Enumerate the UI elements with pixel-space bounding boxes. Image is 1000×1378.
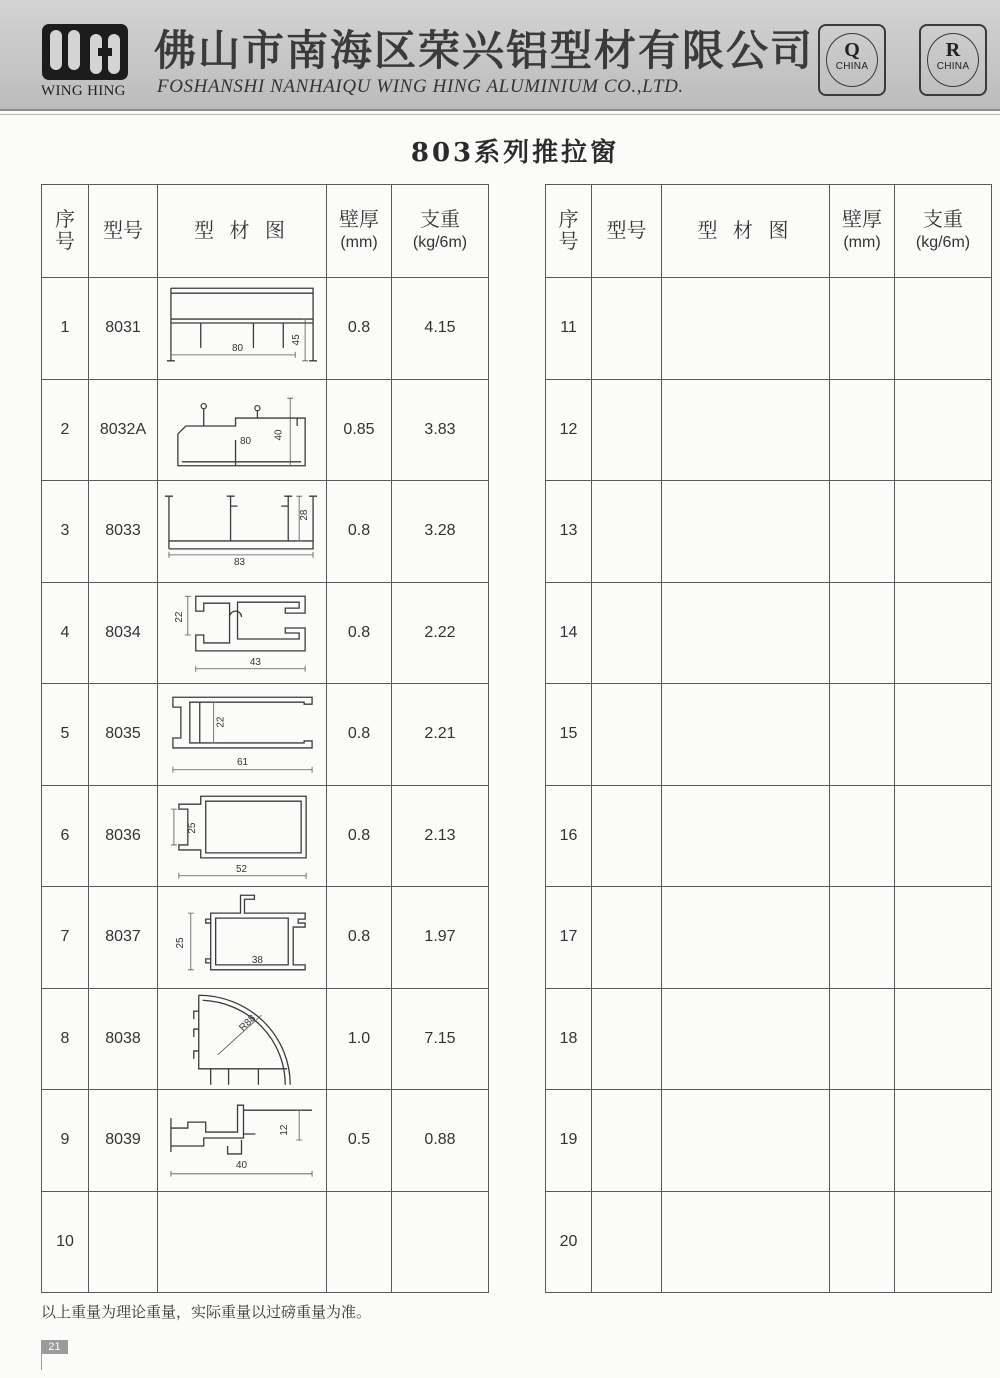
header-model [89, 185, 158, 278]
header-model [592, 185, 662, 278]
profile-table-left [41, 184, 489, 1293]
profile-knob [255, 405, 260, 410]
row-number: 1 [42, 278, 89, 380]
row-number: 7 [42, 887, 89, 989]
profile-drawing [662, 379, 830, 481]
profile-drawing-svg [158, 380, 326, 480]
profile-table-right [545, 184, 992, 1293]
model-number: 8038 [89, 988, 158, 1090]
header-no [42, 185, 89, 278]
header-divider [0, 114, 1000, 115]
unit-weight [895, 887, 992, 989]
header-no-label: 序号 [55, 208, 75, 253]
profile-drawing-svg [158, 583, 326, 683]
header-weight-unit: (kg/6m) [915, 233, 971, 251]
dimension-label: 80 [239, 435, 252, 447]
table-row [546, 379, 992, 481]
unit-weight: 2.13 [392, 785, 489, 887]
profile-outline [194, 995, 290, 1084]
row-number: 14 [546, 582, 592, 684]
unit-weight [392, 1191, 489, 1293]
dimension-label: 28 [299, 509, 311, 521]
header-weight-label: 支重 [923, 208, 963, 231]
dimension-label: 83 [233, 557, 246, 569]
dimension-label: 43 [249, 656, 261, 668]
table-row [42, 684, 489, 786]
model-number [592, 582, 662, 684]
row-number: 12 [546, 379, 592, 481]
model-number: 8034 [89, 582, 158, 684]
dimension-line [171, 319, 308, 361]
profile-drawing [158, 278, 327, 380]
profile-drawing [158, 1090, 327, 1192]
profile-drawing [158, 785, 327, 887]
header-thickness-unit: (mm) [843, 233, 881, 251]
wall-thickness: 0.5 [327, 1090, 392, 1192]
unit-weight: 4.15 [392, 278, 489, 380]
row-number: 16 [546, 785, 592, 887]
wall-thickness: 0.8 [327, 481, 392, 583]
unit-weight: 3.83 [392, 379, 489, 481]
dimension-label: 25 [186, 822, 198, 834]
table-row [546, 887, 992, 989]
dimension-label: 25 [174, 937, 186, 949]
profile-drawing [662, 785, 830, 887]
wall-thickness [830, 1191, 895, 1293]
dimension-label: 22 [215, 716, 227, 728]
table-row [546, 1090, 992, 1192]
company-name-english: FOSHANSHI NANHAIQU WING HING ALUMINIUM CO.,LTD. [157, 76, 684, 97]
profile-drawing-svg [158, 278, 326, 378]
profile-drawing-svg [158, 786, 326, 886]
profile-drawing [662, 887, 830, 989]
wall-thickness [830, 785, 895, 887]
row-number: 8 [42, 988, 89, 1090]
table-row [546, 684, 992, 786]
wall-thickness [830, 481, 895, 583]
table-row [42, 379, 489, 481]
dimension-label: 38 [251, 955, 263, 967]
header-no-label: 序号 [558, 208, 579, 253]
dimension-label: 52 [235, 863, 248, 875]
profile-outline [173, 697, 312, 748]
table-header-row [546, 185, 992, 278]
model-number: 8035 [89, 684, 158, 786]
table-row [546, 278, 992, 380]
company-name-chinese: 佛山市南海区荣兴铝型材有限公司 [154, 26, 815, 75]
header-thickness-unit: (mm) [340, 233, 378, 251]
profile-drawing [158, 988, 327, 1090]
profile-drawing-svg [158, 989, 326, 1089]
unit-weight [895, 379, 992, 481]
header-model-label: 型号 [103, 219, 143, 242]
unit-weight: 3.28 [392, 481, 489, 583]
wall-thickness: 0.8 [327, 278, 392, 380]
header-weight-unit: (kg/6m) [412, 233, 468, 251]
dimension-label: 80 [231, 343, 244, 355]
table-row [42, 785, 489, 887]
header-weight-label: 支重 [420, 208, 460, 231]
table-row [42, 582, 489, 684]
profile-outline [179, 796, 306, 858]
unit-weight [895, 582, 992, 684]
logo-text: WING HING [41, 83, 126, 99]
model-number [592, 278, 662, 380]
row-number: 9 [42, 1090, 89, 1192]
profile-drawing [662, 1090, 830, 1192]
model-number [592, 1090, 662, 1192]
wall-thickness [830, 582, 895, 684]
profile-drawing [662, 481, 830, 583]
table-row [42, 278, 489, 380]
dimension-label: 22 [173, 611, 185, 623]
wall-thickness: 0.8 [327, 887, 392, 989]
row-number: 10 [42, 1191, 89, 1293]
table-row [546, 1191, 992, 1293]
row-number: 3 [42, 481, 89, 583]
header-drawing [158, 185, 327, 278]
wall-thickness: 0.8 [327, 582, 392, 684]
row-number: 13 [546, 481, 592, 583]
model-number [592, 785, 662, 887]
header-weight [392, 185, 489, 278]
wall-thickness [830, 1090, 895, 1192]
model-number [592, 887, 662, 989]
wall-thickness: 0.8 [327, 785, 392, 887]
wall-thickness [830, 887, 895, 989]
row-number: 17 [546, 887, 592, 989]
unit-weight [895, 988, 992, 1090]
table-row [42, 1090, 489, 1192]
table-header-row [42, 185, 489, 278]
header-thickness [830, 185, 895, 278]
row-number: 20 [546, 1191, 592, 1293]
profile-drawing-svg [158, 684, 326, 784]
wall-thickness [830, 278, 895, 380]
profile-outline [165, 496, 317, 549]
profile-drawing [158, 379, 327, 481]
dimension-label: R88 [237, 1012, 259, 1034]
profile-knob [201, 403, 206, 408]
badge-label: CHINA [936, 61, 970, 72]
unit-weight [895, 684, 992, 786]
model-number: 8037 [89, 887, 158, 989]
table-row [42, 1191, 489, 1293]
model-number: 8039 [89, 1090, 158, 1192]
header-thickness [327, 185, 392, 278]
model-number [592, 1191, 662, 1293]
wall-thickness [830, 988, 895, 1090]
table-row [546, 785, 992, 887]
unit-weight: 2.21 [392, 684, 489, 786]
unit-weight [895, 1191, 992, 1293]
badge-letter: R [945, 39, 961, 61]
page-number-rule [41, 1354, 42, 1370]
row-number: 19 [546, 1090, 592, 1192]
wall-thickness: 1.0 [327, 988, 392, 1090]
table-row [546, 582, 992, 684]
unit-weight: 7.15 [392, 988, 489, 1090]
table-row [546, 481, 992, 583]
table-row [546, 988, 992, 1090]
dimension-label: 12 [279, 1124, 291, 1136]
profile-outline [171, 1105, 312, 1154]
profile-drawing [158, 1191, 327, 1293]
model-number [592, 481, 662, 583]
header-no [546, 185, 592, 278]
wall-thickness [830, 684, 895, 786]
model-number [592, 684, 662, 786]
dimension-label: 45 [291, 334, 303, 346]
table-row [42, 887, 489, 989]
header-thickness-label: 壁厚 [339, 208, 379, 231]
header-drawing [662, 185, 830, 278]
dimension-label: 40 [235, 1160, 248, 1172]
badge-ring [826, 33, 878, 87]
dimension-label: 61 [236, 757, 249, 769]
wall-thickness [830, 379, 895, 481]
profile-drawing-svg [158, 887, 326, 987]
row-number: 2 [42, 379, 89, 481]
dimension-label: 40 [273, 429, 285, 441]
table-row [42, 481, 489, 583]
profile-drawing [662, 684, 830, 786]
profile-drawing-svg [158, 1090, 326, 1190]
header-weight [895, 185, 992, 278]
header-thickness-label: 壁厚 [842, 208, 882, 231]
wall-thickness [327, 1191, 392, 1293]
model-number: 8036 [89, 785, 158, 887]
quality-badge-r [919, 24, 987, 96]
dimension-line [188, 913, 194, 970]
row-number: 4 [42, 582, 89, 684]
model-number: 8031 [89, 278, 158, 380]
row-number: 5 [42, 684, 89, 786]
profile-outline [196, 596, 305, 651]
model-number [89, 1191, 158, 1293]
unit-weight [895, 481, 992, 583]
dimension-line [287, 398, 293, 466]
unit-weight [895, 278, 992, 380]
row-number: 11 [546, 278, 592, 380]
header-drawing-label: 型 材 图 [193, 219, 291, 242]
profile-drawing [662, 582, 830, 684]
profile-drawing-svg [158, 481, 326, 581]
company-logo [42, 24, 128, 80]
model-number: 8033 [89, 481, 158, 583]
model-number: 8032A [89, 379, 158, 481]
wall-thickness: 0.8 [327, 684, 392, 786]
profile-drawing [662, 278, 830, 380]
table-row [42, 988, 489, 1090]
unit-weight: 0.88 [392, 1090, 489, 1192]
profile-drawing [662, 1191, 830, 1293]
footer-note: 以上重量为理论重量，实际重量以过磅重量为准。 [41, 1304, 372, 1321]
wall-thickness: 0.85 [327, 379, 392, 481]
row-number: 18 [546, 988, 592, 1090]
unit-weight [895, 1090, 992, 1192]
unit-weight: 2.22 [392, 582, 489, 684]
profile-drawing [158, 887, 327, 989]
profile-drawing [158, 582, 327, 684]
quality-badge-q [818, 24, 886, 96]
badge-letter: Q [844, 39, 860, 61]
page-title: 803系列推拉窗 [410, 138, 620, 168]
unit-weight: 1.97 [392, 887, 489, 989]
profile-drawing [662, 988, 830, 1090]
row-number: 6 [42, 785, 89, 887]
profile-drawing [158, 684, 327, 786]
unit-weight [895, 785, 992, 887]
page-number: 21 [41, 1340, 68, 1354]
header-model-label: 型号 [606, 219, 647, 242]
badge-label: CHINA [835, 61, 869, 72]
row-number: 15 [546, 684, 592, 786]
model-number [592, 379, 662, 481]
model-number [592, 988, 662, 1090]
badge-ring [927, 33, 979, 87]
header-drawing-label: 型 材 图 [697, 219, 794, 242]
profile-drawing [158, 481, 327, 583]
